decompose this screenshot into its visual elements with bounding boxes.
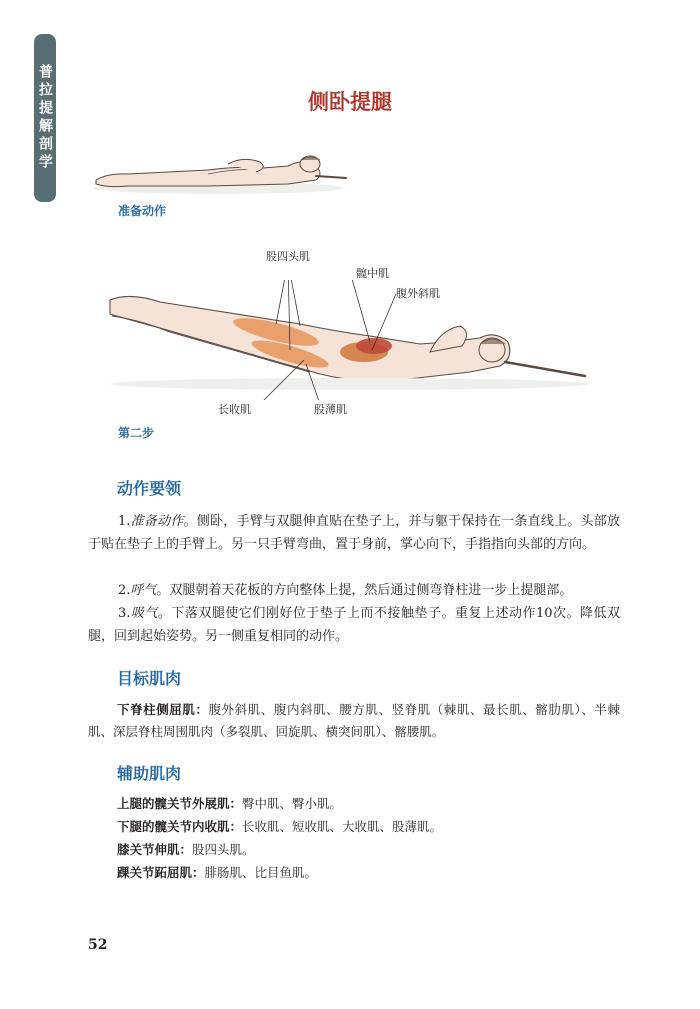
label-gracilis: 股薄肌 [314,403,347,416]
assist-item-1-text: 臀中肌、臀小肌。 [242,796,343,811]
assist-item-2-label: 下腿的髋关节内收肌： [117,819,243,834]
page-number: 52 [88,937,108,953]
step-3-number: 3. [118,606,131,621]
section-title-execution: 动作要领 [117,479,182,498]
assist-item-4-text: 腓肠肌、比目鱼肌。 [204,865,318,880]
section-title-assist: 辅助肌肉 [117,764,182,783]
label-adductor-longus: 长收肌 [218,403,251,416]
assist-item-3-text: 股四头肌。 [192,842,255,857]
assist-item-2 [117,818,442,836]
label-gluteus-medius: 髋中肌 [356,267,389,280]
step-2-paragraph [88,579,620,602]
step-1-number: 1. [118,514,131,529]
prep-caption: 准备动作 [118,204,167,218]
assist-item-4 [117,864,317,882]
step-2-text: 。双腿朝着天花板的方向整体上提，然后通过侧弯脊柱进一步上提腿部。 [156,583,573,598]
step-1-paragraph [88,510,620,556]
target-muscles-text: 腹外斜肌、腹内斜肌、腰方肌、竖脊肌（棘肌、最长肌、髂肋肌）、半棘肌、深层脊柱周围肌肉（多裂肌、回旋肌、横突间肌）、髂腰肌。 [88,702,620,739]
step-3-text: 。下落双腿使它们刚好位于垫子上而不接触垫子。重复上述动作10次。降低双腿，回到起始姿势。另一侧重复相同的动作。 [88,606,620,644]
step-2-term: 呼气 [130,583,157,598]
label-quadriceps: 股四头肌 [266,250,310,263]
step2-caption: 第二步 [118,426,155,440]
step-1-term: 准备动作 [130,514,184,529]
prep-pose-illustration [88,140,353,195]
target-muscles-paragraph [88,699,620,743]
assist-item-3-label: 膝关节伸肌： [117,842,193,857]
assist-item-2-text: 长收肌、短收肌、大收肌、股薄肌。 [242,819,443,834]
assist-item-3 [117,841,255,859]
step-3-paragraph [88,602,620,648]
chapter-side-tab-text: 普拉提解剖学 [37,64,53,172]
label-external-oblique: 腹外斜肌 [396,287,440,300]
assist-item-1-label: 上腿的髋关节外展肌： [117,796,243,811]
section-title-target: 目标肌肉 [117,669,182,688]
step2-pose-illustration [100,280,600,400]
target-muscles-label: 下脊柱侧屈肌： [117,702,209,717]
page-title: 侧卧提腿 [308,90,392,114]
step-2-number: 2. [118,583,131,598]
chapter-side-tab [34,34,56,202]
step-1-text: 。侧卧，手臂与双腿伸直贴在垫子上，并与躯干保持在一条直线上。头部放于贴在垫子上的手臂上。另一只手臂弯曲，置于身前，掌心向下，手指指向头部的方向。 [88,514,620,552]
assist-item-4-label: 踝关节跖屈肌： [117,865,205,880]
step-3-term: 吸气 [130,606,158,621]
assist-item-1 [117,795,342,813]
